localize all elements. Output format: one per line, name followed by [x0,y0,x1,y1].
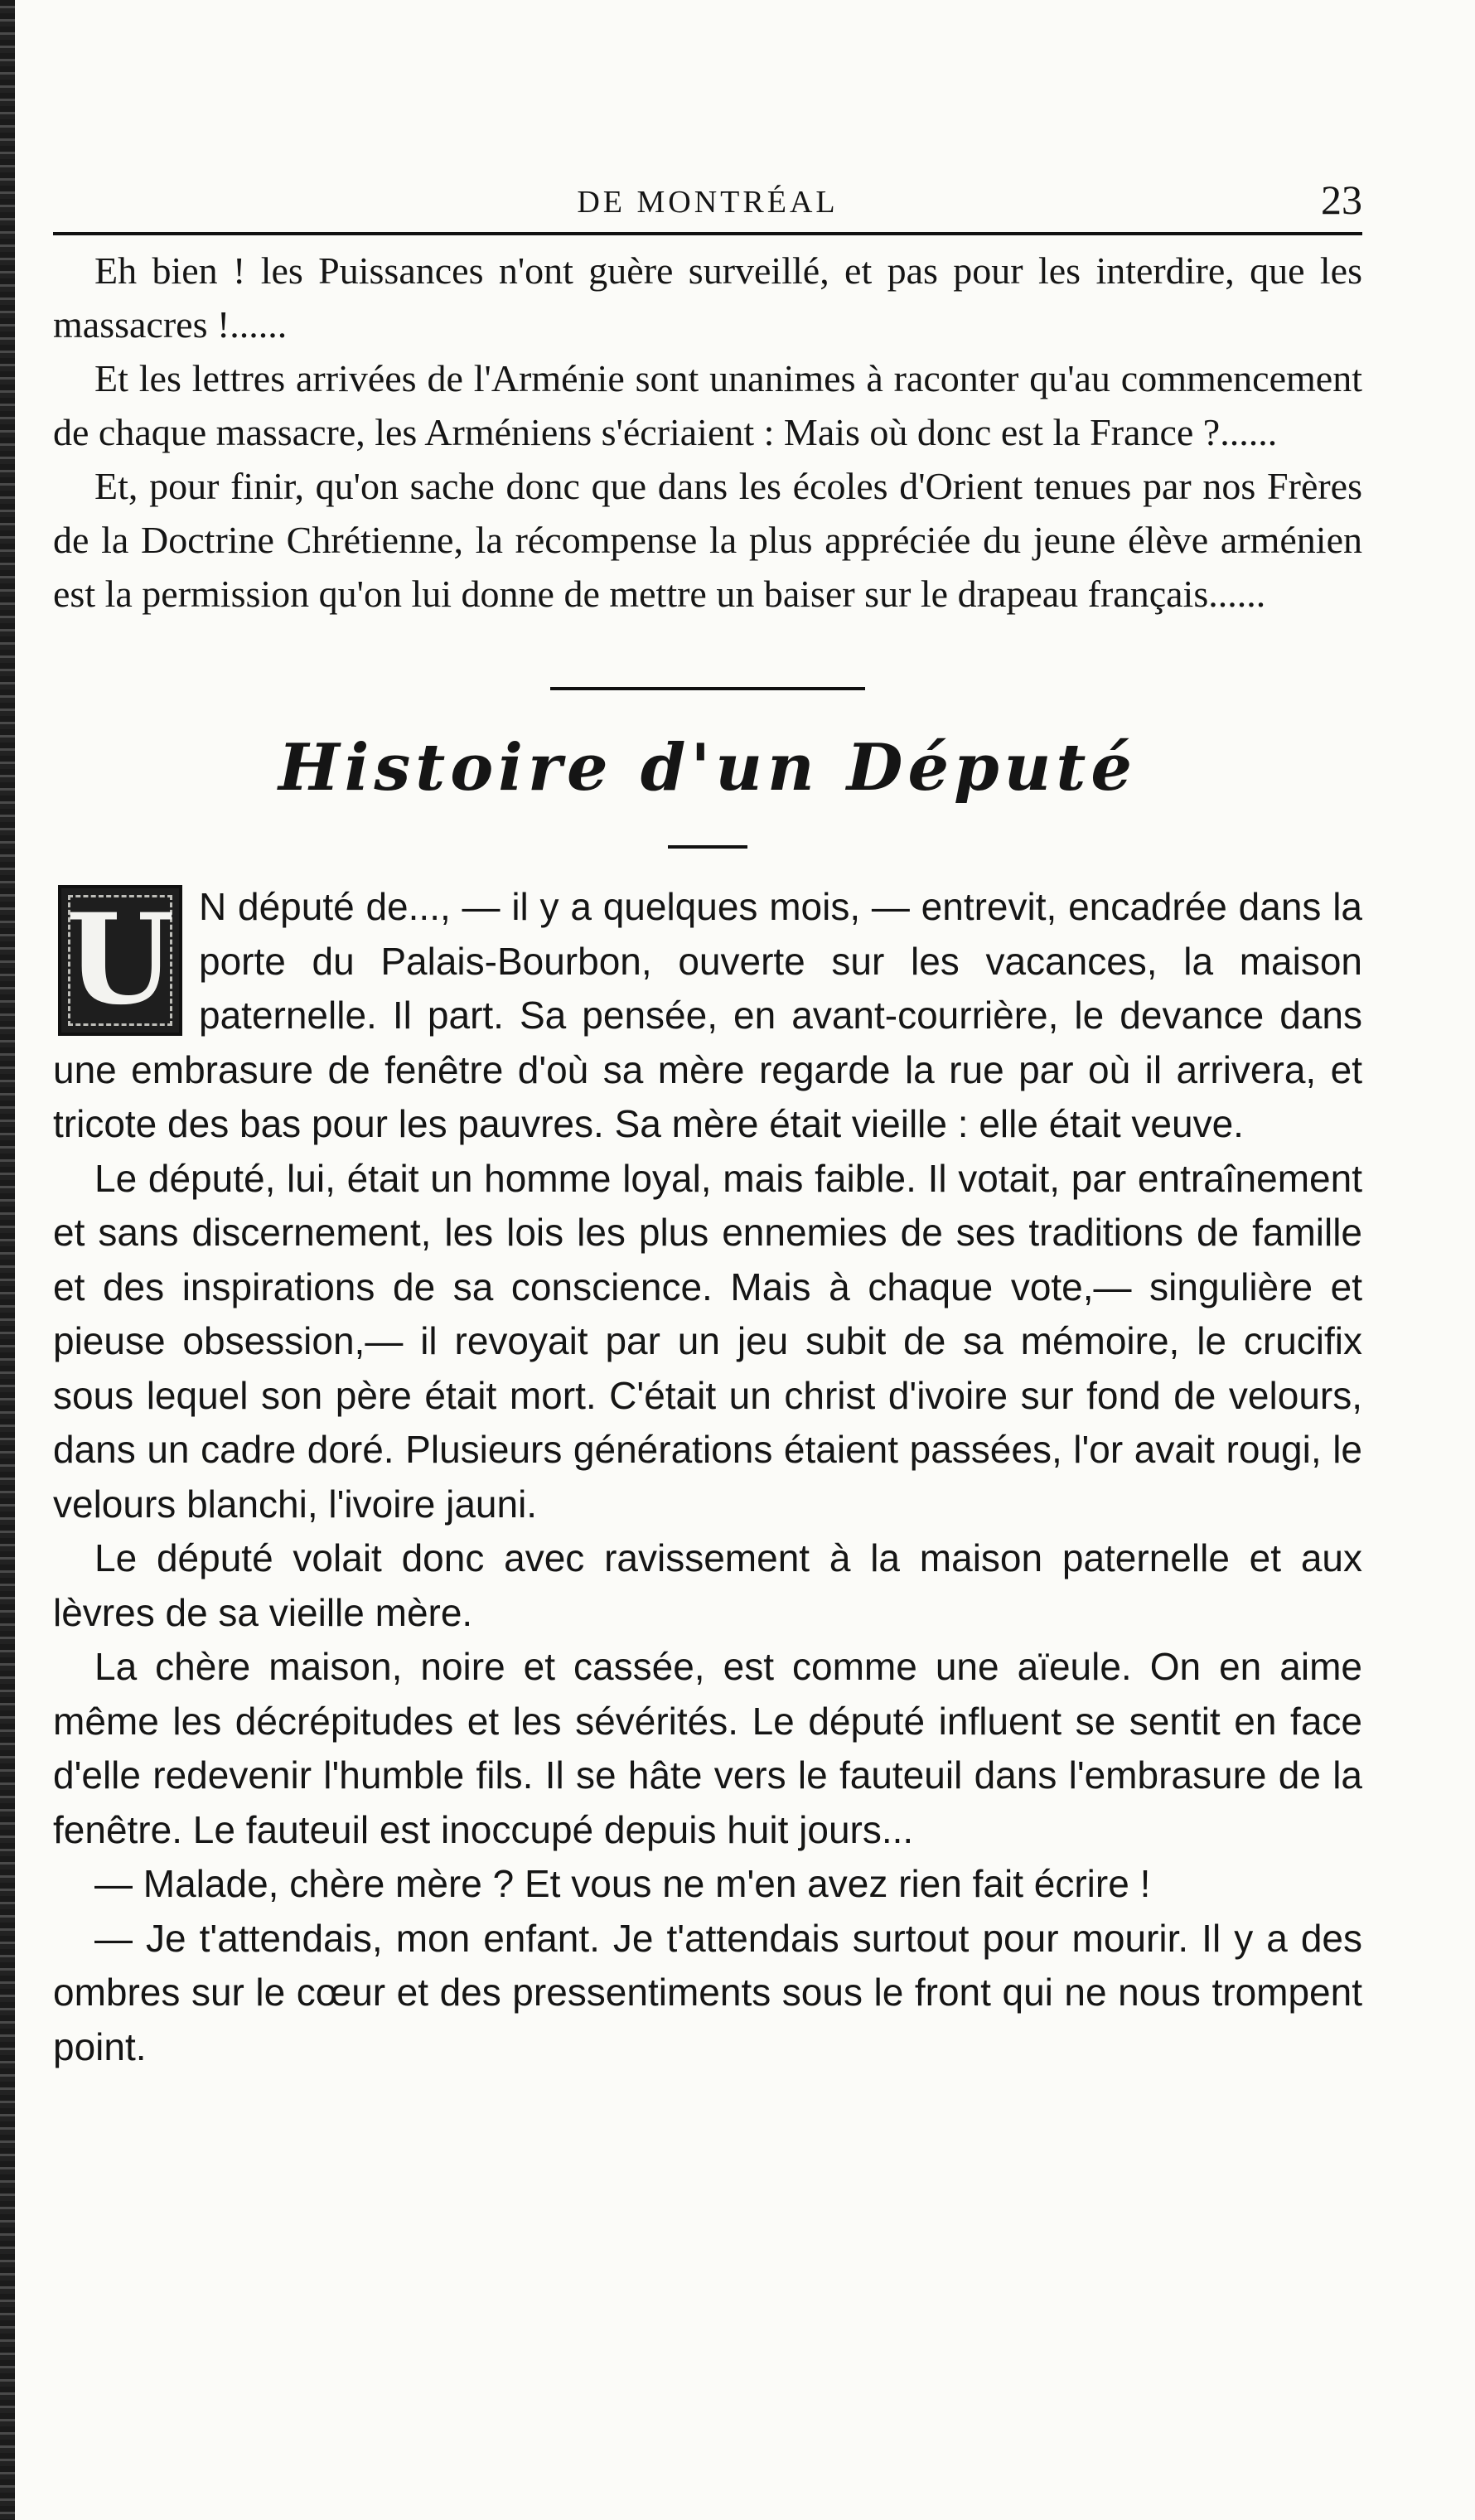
first-paragraph [53,880,1362,1152]
preceding-text [53,244,1362,621]
dialogue-line: — Malade, chère mère ? Et vous ne m'en avez rien fait écrire ! [94,1862,1151,1905]
section-divider [550,687,865,690]
paragraph: Le député, lui, était un homme loyal, mais faible. Il votait, par entraînement et sans discernement, les lois les plus ennemies de ses traditions de famille et des inspirations de sa conscience. Mais à chaque vote,— singulière et pieuse obsession,— il revoyait par un jeu subit de sa mémoire, le crucifix sous lequel son père était mort. C'était un christ d'ivoire sur fond de velours, dans un cadre doré. Plusieurs générations étaient passées, l'or avait rougi, le velours blanchi, l'ivoire jauni. [53,1156,1362,1526]
drop-cap-initial [58,885,182,1036]
paragraph: Et les lettres arrivées de l'Arménie sont unanimes à raconter qu'au commencement de chaque massacre, les Arméniens s'écriaient : Mais où donc est la France ?...... [53,357,1362,453]
chapter-title: Histoire d'un Député [278,730,1137,805]
running-title: DE MONTRÉAL [577,185,839,220]
drop-cap-letter: U [65,887,175,1033]
first-paragraph-text: N député de..., — il y a quelques mois, — entrevit, encadrée dans la porte du Palais-Bourbon, ouverte sur les vacances, la maison paternelle. Il part. Sa pensée, en avant-courrière, le devance dans une embrasure de fenêtre d'où sa mère regarde la rue par où il arrivera, et tricote des bas pour les pauvres. Sa mère était vieille : elle était veuve. [53,885,1362,1145]
paragraph: Et, pour finir, qu'on sache donc que dans les écoles d'Orient tenues par nos Frères de la Doctrine Chrétienne, la récompense la plus appréciée du jeune élève arménien est la permission qu'on lui donne de mettre un baiser sur le drapeau français...... [53,465,1362,615]
paragraph: La chère maison, noire et cassée, est comme une aïeule. On en aime même les décrépitudes et les sévérités. Le député influent se sentit en face d'elle redevenir l'humble fils. Il se hâte vers le fauteuil dans l'embrasure de la fenêtre. Le fauteuil est inoccupé depuis huit jours... [53,1645,1362,1851]
paragraph: Eh bien ! les Puissances n'ont guère surveillé, et pas pour les interdire, que les massacres !...... [53,249,1362,346]
paragraph: Le député volait donc avec ravissement à la maison paternelle et aux lèvres de sa vieille mère. [53,1536,1362,1634]
page-header [53,166,1362,235]
title-underline [668,845,747,849]
dialogue-line: — Je t'attendais, mon enfant. Je t'attendais surtout pour mourir. Il y a des ombres sur le cœur et des pressentiments sous le front qui ne nous trompent point. [53,1916,1362,2068]
page-binding-edge [0,0,15,2520]
page-number: 23 [1321,177,1362,223]
book-page [53,166,1362,2074]
chapter-body [53,880,1362,2074]
